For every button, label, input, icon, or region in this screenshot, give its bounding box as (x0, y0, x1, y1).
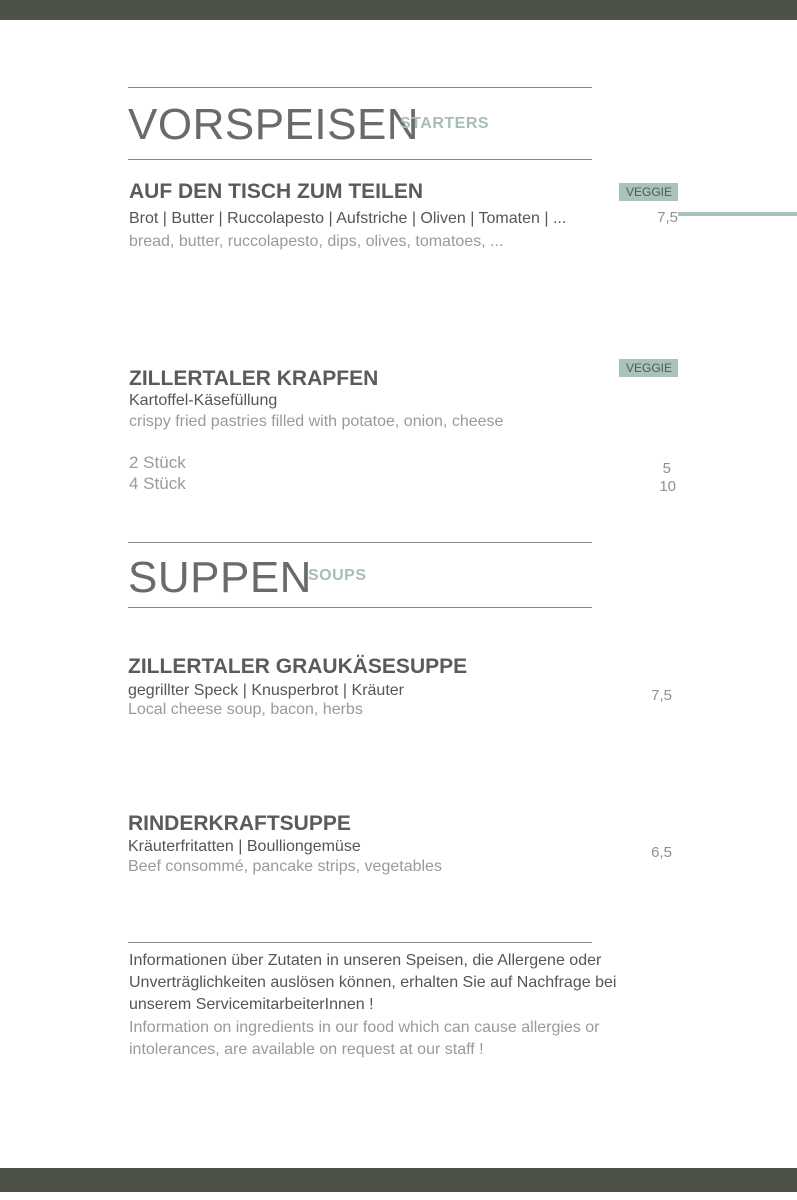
section-title-starters: VORSPEISEN (128, 100, 420, 149)
menu-item-price: 6,5 (651, 844, 672, 861)
menu-item-description-en: bread, butter, ruccolapesto, dips, olives, tomatoes, ... (129, 233, 504, 250)
section-title-soups: SUPPEN (128, 553, 312, 602)
menu-item-description-de: Kräuterfritatten | Boulliongemüse (128, 838, 361, 855)
divider-starters (128, 159, 592, 160)
menu-item-description-de: Brot | Butter | Ruccolapesto | Aufstriche | Oliven | Tomaten | ... (129, 210, 567, 227)
divider-notice (128, 942, 592, 943)
allergen-notice-de: Informationen über Zutaten in unseren Speisen, die Allergene oder Unverträglichkeiten auslösen können, erhalten Sie auf Nachfrage bei unserem ServicemitarbeiterInnen ! (129, 952, 617, 1013)
menu-item-title: AUF DEN TISCH ZUM TEILEN (129, 180, 423, 203)
portion-label: 2 Stück (129, 453, 186, 472)
accent-line (678, 212, 797, 216)
bottom-bar (0, 1168, 797, 1192)
menu-item-description-de: Kartoffel-Käsefüllung (129, 392, 278, 409)
divider-soups (128, 607, 592, 608)
portion-price: 10 (659, 478, 676, 495)
section-subtitle-soups: SOUPS (308, 567, 367, 584)
top-bar (0, 0, 797, 20)
menu-item-price: 7,5 (657, 209, 678, 226)
menu-item-price: 7,5 (651, 687, 672, 704)
veggie-badge: VEGGIE (619, 183, 678, 201)
allergen-notice-en: Information on ingredients in our food which can cause allergies or intolerances, are available on request at our staff ! (129, 1019, 600, 1058)
portion-label: 4 Stück (129, 474, 186, 493)
divider-top (128, 87, 592, 88)
menu-item-title: ZILLERTALER KRAPFEN (129, 367, 379, 390)
section-subtitle-starters: STARTERS (400, 115, 490, 132)
menu-item-description-en: Beef consommé, pancake strips, vegetables (128, 858, 442, 875)
menu-item-title: RINDERKRAFTSUPPE (128, 812, 351, 835)
menu-item-description-en: Local cheese soup, bacon, herbs (128, 701, 363, 718)
portion-price: 5 (662, 460, 671, 477)
divider-soups-top (128, 542, 592, 543)
veggie-badge: VEGGIE (619, 359, 678, 377)
menu-item-description-de: gegrillter Speck | Knusperbrot | Kräuter (128, 682, 404, 699)
menu-item-title: ZILLERTALER GRAUKÄSESUPPE (128, 655, 468, 678)
menu-item-description-en: crispy fried pastries filled with potatoe, onion, cheese (129, 413, 504, 430)
